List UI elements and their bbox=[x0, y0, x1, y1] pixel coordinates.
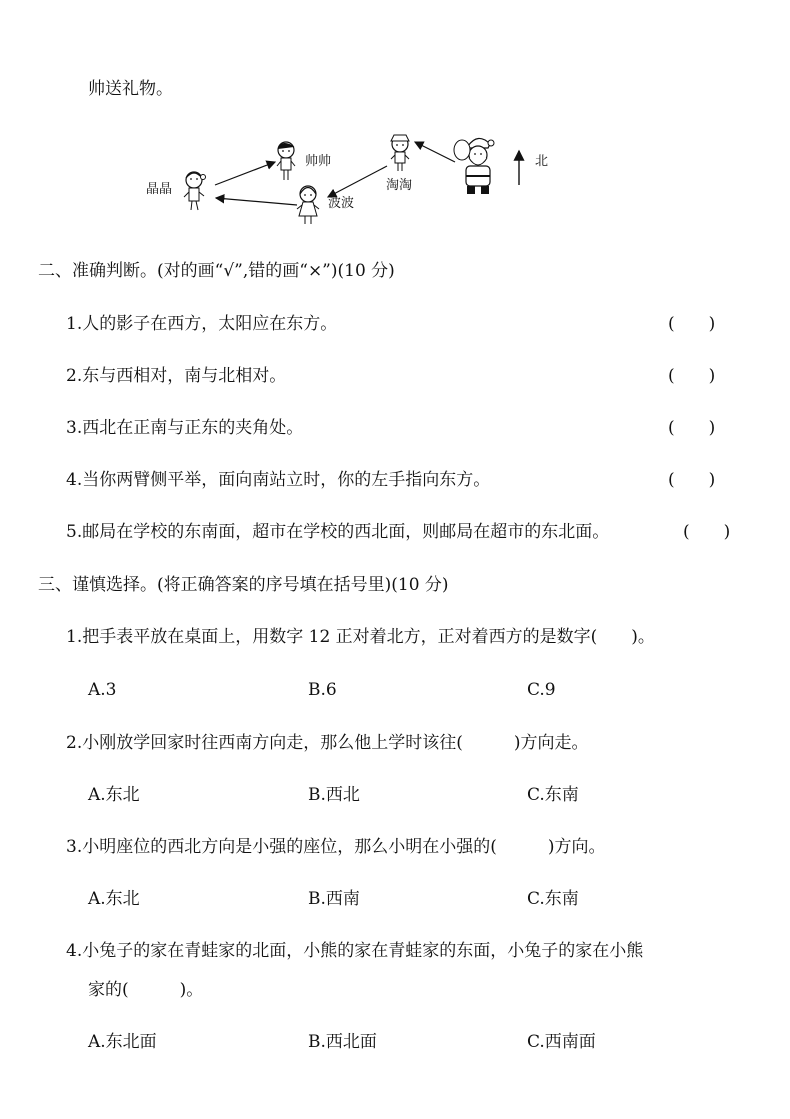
section2-heading: 二、准确判断。(对的画“√”,错的画“×”)(10 分) bbox=[38, 261, 395, 281]
arrow-jingjing-to-shuaishuai bbox=[215, 162, 275, 185]
judge-answer-3[interactable]: ( ) bbox=[668, 418, 716, 438]
q2-option-a[interactable]: A.东北 bbox=[88, 785, 140, 805]
judge-item-2: 2.东与西相对，南与北相对。 bbox=[66, 366, 287, 386]
arrow-santa-to-taotao bbox=[415, 142, 455, 162]
choice-question-1: 1.把手表平放在桌面上，用数字 12 正对着北方，正对着西方的是数字( )。 bbox=[66, 627, 655, 647]
choice-question-4-line2: 家的( )。 bbox=[88, 980, 204, 1000]
q2-option-b[interactable]: B.西北 bbox=[308, 785, 360, 805]
q4-option-c[interactable]: C.西南面 bbox=[527, 1032, 596, 1052]
q2-option-c[interactable]: C.东南 bbox=[527, 785, 579, 805]
bobo-figure-icon bbox=[297, 186, 319, 224]
judge-item-4: 4.当你两臂侧平举，面向南站立时，你的左手指向东方。 bbox=[66, 470, 491, 490]
judge-answer-5[interactable]: ( ) bbox=[683, 522, 731, 542]
choice-question-2: 2.小刚放学回家时往西南方向走，那么他上学时该往( )方向走。 bbox=[66, 733, 589, 753]
section3-heading: 三、谨慎选择。(将正确答案的序号填在括号里)(10 分) bbox=[38, 575, 449, 595]
intro-tail-text: 帅送礼物。 bbox=[88, 79, 173, 99]
shuaishuai-figure-icon bbox=[277, 142, 295, 180]
judge-item-5: 5.邮局在学校的东南面，超市在学校的西北面，则邮局在超市的东北面。 bbox=[66, 522, 610, 542]
judge-answer-4[interactable]: ( ) bbox=[668, 470, 716, 490]
q4-option-a[interactable]: A.东北面 bbox=[88, 1032, 157, 1052]
q4-option-b[interactable]: B.西北面 bbox=[308, 1032, 377, 1052]
q3-option-b[interactable]: B.西南 bbox=[308, 889, 360, 909]
judge-item-3: 3.西北在正南与正东的夹角处。 bbox=[66, 418, 304, 438]
judge-item-1: 1.人的影子在西方，太阳应在东方。 bbox=[66, 314, 338, 334]
taotao-figure-icon bbox=[391, 135, 409, 171]
choice-question-3: 3.小明座位的西北方向是小强的座位，那么小明在小强的( )方向。 bbox=[66, 837, 606, 857]
q3-option-c[interactable]: C.东南 bbox=[527, 889, 579, 909]
diagram-svg bbox=[140, 128, 560, 228]
judge-answer-1[interactable]: ( ) bbox=[668, 314, 716, 334]
arrow-taotao-to-bobo bbox=[328, 166, 387, 197]
judge-answer-2[interactable]: ( ) bbox=[668, 366, 716, 386]
label-north: 北 bbox=[535, 154, 549, 169]
santa-figure-icon bbox=[454, 138, 494, 194]
arrow-bobo-to-jingjing bbox=[216, 198, 297, 205]
direction-diagram bbox=[140, 128, 560, 228]
label-jingjing: 晶晶 bbox=[146, 182, 173, 197]
label-shuaishuai: 帅帅 bbox=[305, 154, 332, 169]
q1-option-c[interactable]: C.9 bbox=[527, 680, 556, 700]
label-bobo: 波波 bbox=[328, 196, 355, 211]
jingjing-figure-icon bbox=[184, 172, 206, 210]
label-taotao: 淘淘 bbox=[386, 178, 413, 193]
q3-option-a[interactable]: A.东北 bbox=[88, 889, 140, 909]
q1-option-b[interactable]: B.6 bbox=[308, 680, 337, 700]
choice-question-4-line1: 4.小兔子的家在青蛙家的北面，小熊的家在青蛙家的东面，小兔子的家在小熊 bbox=[66, 941, 644, 961]
q1-option-a[interactable]: A.3 bbox=[88, 680, 117, 700]
